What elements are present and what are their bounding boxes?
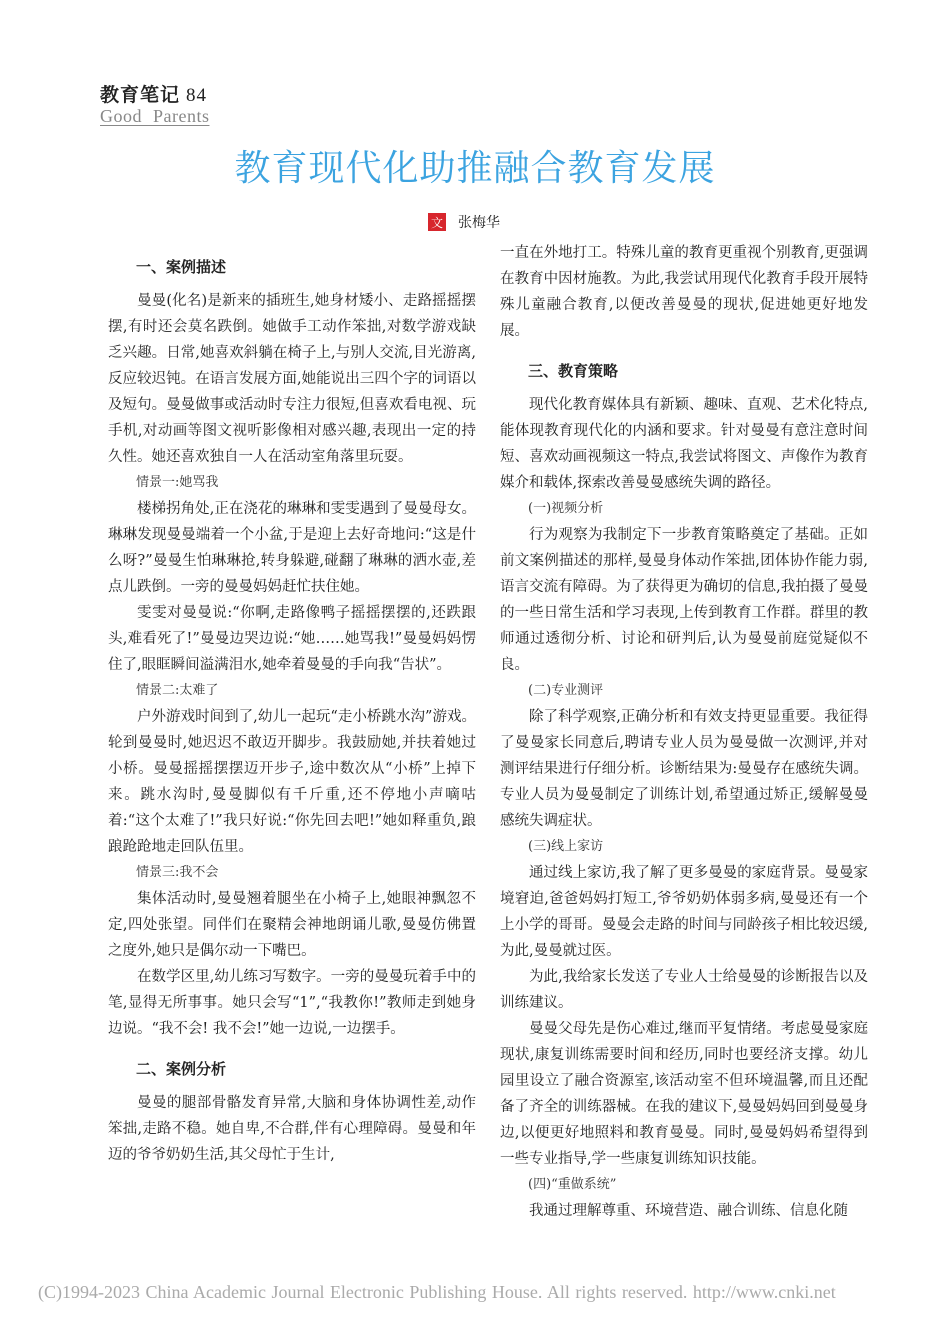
- paragraph: 户外游戏时间到了,幼儿一起玩“走小桥跳水沟”游戏。轮到曼曼时,她迟迟不敢迈开脚步。我鼓励她,并扶着她过小桥。曼曼摇摇摆摆迈开步子,途中数次从“小桥”上掉下来。跳水沟时,曼曼脚似有千斤重,还不停地小声嘀咕着:“这个太难了!”我只好说:“你先回去吧!”她如释重负,踉踉跄跄地走回队伍里。: [108, 709, 476, 855]
- article-title: 教育现代化助推融合教育发展: [234, 148, 716, 189]
- byline: [428, 212, 500, 232]
- author-name: 张梅华: [458, 215, 500, 231]
- paragraph: 曼曼(化名)是新来的插班生,她身材矮小、走路摇摇摆摆,有时还会莫名跌倒。她做手工动作笨拙,对数学游戏缺乏兴趣。日常,她喜欢斜躺在椅子上,与别人交流,目光游离,反应较迟钝。在语言发展方面,她能说出三四个字的词语以及短句。曼曼做事或活动时专注力很短,但喜欢看电视、玩手机,对动画等图文视听影像相对感兴趣,表现出一定的持久性。她还喜欢独自一人在活动室角落里玩耍。: [108, 293, 476, 465]
- copyright-footer: (C)1994-2023 China Academic Journal Electronic Publishing House. All rights reserved. http://www.cnki.net: [38, 1282, 836, 1302]
- subheading: 情景二:太难了: [136, 683, 219, 698]
- left-column: [108, 240, 476, 1168]
- right-column: [500, 240, 868, 1224]
- section-header: [100, 80, 207, 107]
- paragraph: 现代化教育媒体具有新颖、趣味、直观、艺术化特点,能体现教育现代化的内涵和要求。针对曼曼有意注意时间短、喜欢动画视频这一特点,我尝试将图文、声像作为教育媒介和载体,探索改善曼曼感统失调的路径。: [500, 397, 868, 491]
- section-heading: 三、教育策略: [528, 362, 619, 380]
- subheading: 情景三:我不会: [136, 865, 219, 880]
- paragraph: 除了科学观察,正确分析和有效支持更显重要。我征得了曼曼家长同意后,聘请专业人员为曼曼做一次测评,并对测评结果进行仔细分析。诊断结果为:曼曼存在感统失调。专业人员为曼曼制定了训练计划,希望通过矫正,缓解曼曼感统失调症状。: [500, 709, 868, 829]
- paragraph: 曼曼父母先是伤心难过,继而平复情绪。考虑曼曼家庭现状,康复训练需要时间和经历,同时也要经济支撑。幼儿园里设立了融合资源室,该活动室不但环境温馨,而且还配备了齐全的训练器械。在我的建议下,曼曼妈妈回到曼曼身边,以便更好地照料和教育曼曼。同时,曼曼妈妈希望得到一些专业指导,学一些康复训练知识技能。: [500, 1021, 868, 1167]
- paragraph: 雯雯对曼曼说:“你啊,走路像鸭子摇摇摆摆的,还跌跟头,难看死了!”曼曼边哭边说:“她……她骂我!”曼曼妈妈愣住了,眼眶瞬间溢满泪水,她牵着曼曼的手向我“告状”。: [108, 605, 476, 673]
- paragraph: 我通过理解尊重、环境营造、融合训练、信息化随: [529, 1203, 848, 1219]
- paragraph: 为此,我给家长发送了专业人士给曼曼的诊断报告以及训练建议。: [500, 969, 868, 1011]
- paragraph: 在数学区里,幼儿练习写数字。一旁的曼曼玩着手中的笔,显得无所事事。她只会写“1”,“我教你!”教师走到她身边说。“我不会! 我不会!”她一边说,一边摆手。: [108, 969, 476, 1037]
- paragraph: 曼曼的腿部骨骼发育异常,大脑和身体协调性差,动作笨拙,走路不稳。她自卑,不合群,伴有心理障碍。曼曼和年迈的爷爷奶奶生活,其父母忙于生计,: [108, 1095, 476, 1163]
- subheading: (三)线上家访: [528, 839, 604, 854]
- magazine-name: Good Parents: [100, 106, 210, 126]
- subheading: (四)“重做系统”: [528, 1177, 617, 1192]
- page-number: 84: [186, 85, 208, 106]
- subheading: 情景一:她骂我: [136, 475, 219, 490]
- paragraph: 行为观察为我制定下一步教育策略奠定了基础。正如前文案例描述的那样,曼曼身体动作笨拙,团体协作能力弱,语言交流有障碍。为了获得更为确切的信息,我拍摄了曼曼的一些日常生活和学习表现,上传到教育工作群。群里的教师通过透彻分析、讨论和研判后,认为曼曼前庭觉疑似不良。: [500, 527, 868, 673]
- paragraph: 集体活动时,曼曼翘着腿坐在小椅子上,她眼神飘忽不定,四处张望。同伴们在聚精会神地朗诵儿歌,曼曼仿佛置之度外,她只是偶尔动一下嘴巴。: [108, 891, 476, 959]
- paragraph: 一直在外地打工。特殊儿童的教育更重视个别教育,更强调在教育中因材施教。为此,我尝试用现代化教育手段开展特殊儿童融合教育,以便改善曼曼的现状,促进她更好地发展。: [500, 245, 868, 339]
- paragraph: 通过线上家访,我了解了更多曼曼的家庭背景。曼曼家境窘迫,爸爸妈妈打短工,爷爷奶奶体弱多病,曼曼还有一个上小学的哥哥。曼曼会走路的时间与同龄孩子相比较迟缓,为此,曼曼就过医。: [500, 865, 868, 959]
- section-heading: 一、案例描述: [136, 258, 227, 276]
- subheading: (二)专业测评: [528, 683, 604, 698]
- paragraph: 楼梯拐角处,正在浇花的琳琳和雯雯遇到了曼曼母女。琳琳发现曼曼端着一个小盆,于是迎上去好奇地问:“这是什么呀?”曼曼生怕琳琳抢,转身躲避,碰翻了琳琳的洒水壶,差点儿跌倒。一旁的曼曼妈妈赶忙扶住她。: [108, 501, 476, 595]
- section-name: 教育笔记: [100, 84, 181, 106]
- section-heading: 二、案例分析: [136, 1060, 227, 1078]
- byline-badge: 文: [428, 213, 446, 231]
- subheading: (一)视频分析: [528, 501, 604, 516]
